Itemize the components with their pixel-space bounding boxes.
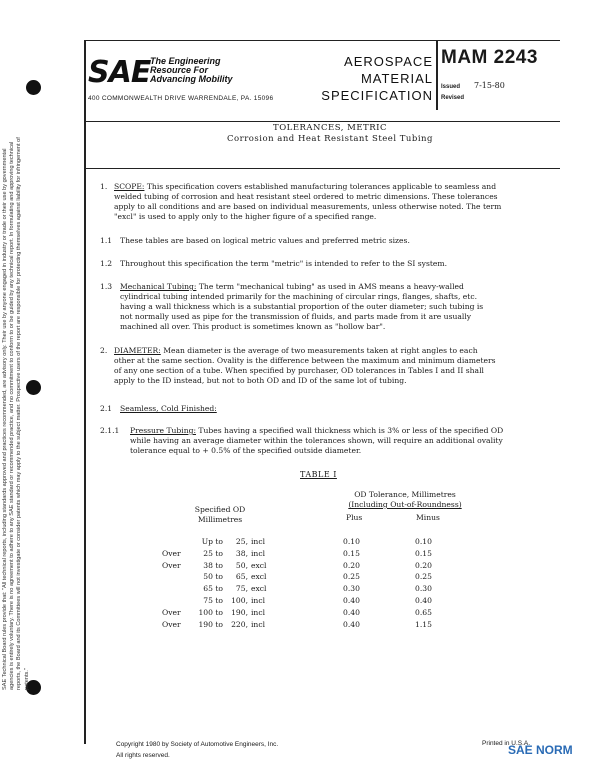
section-number: 1.1 <box>100 236 113 245</box>
section-number: 2.1.1 <box>100 426 120 435</box>
section-heading: DIAMETER: <box>114 346 161 355</box>
table-cell-prefix: Over <box>162 560 181 570</box>
spec-title <box>300 53 433 104</box>
text-line: apply to the ID instead, but not to both OD and ID of the same lot of tubing. <box>114 376 407 385</box>
table-cell-plus: 0.40 <box>343 607 360 617</box>
section-number: 1.3 <box>100 282 113 291</box>
address: 400 COMMONWEALTH DRIVE WARRENDALE, PA. 15096 <box>88 95 274 102</box>
table-cell-qual: incl <box>251 619 266 629</box>
table-cell-minus: 0.15 <box>415 548 432 558</box>
text-line: machined all over. This product is sometimes known as "hollow bar". <box>120 322 386 331</box>
table-cell-qual: incl <box>251 537 266 546</box>
rights: All rights reserved. <box>116 752 170 759</box>
title-divider <box>84 168 560 169</box>
table-cell-plus: 0.40 <box>343 619 360 629</box>
table-cell-qual: excl <box>251 584 267 594</box>
text-line: cylindrical tubing intended primarily for the machining of circular rings, flanges, shafts, etc. <box>120 292 477 301</box>
section-scope <box>114 182 554 222</box>
tagline-line: Advancing Mobility <box>150 74 233 84</box>
tagline-line: The Engineering <box>150 56 221 66</box>
section-number: 2.1 <box>100 404 113 413</box>
table-cell-minus: 1.15 <box>415 619 432 629</box>
printed-in: Printed in U.S.A. <box>482 740 531 747</box>
text-line: apply to all conditions and are based on individual measurements, unless otherwise noted. The term <box>114 202 502 211</box>
section-2-1-1 <box>130 426 560 456</box>
section-heading: SCOPE: <box>114 182 145 191</box>
plus-header: Plus <box>346 513 363 522</box>
section-heading: Mechanical Tubing: <box>120 282 197 291</box>
spec-number: MAM 2243 <box>441 47 538 68</box>
table-cell-minus: 0.10 <box>415 537 432 546</box>
text-line: of any one section of a tube. When specified by purchaser, OD tolerances in Tables I and II shall <box>114 366 484 375</box>
table-cell-minus: 0.30 <box>415 584 432 594</box>
table-cell-to: 50, <box>235 560 248 570</box>
table-cell-qual: incl <box>251 548 266 558</box>
sae-norm-watermark: SAE NORM <box>508 743 573 757</box>
table-cell-qual: excl <box>251 572 267 582</box>
spec-title-line: MATERIAL <box>360 71 433 86</box>
title-line: TOLERANCES, METRIC <box>273 123 387 133</box>
table-cell-from: 38 to <box>203 560 223 570</box>
minus-header: Minus <box>416 513 440 522</box>
table-cell-plus: 0.30 <box>343 584 360 594</box>
table-left-header <box>180 505 260 525</box>
table-cell-prefix: Over <box>162 607 181 617</box>
table-cell-qual: excl <box>251 560 267 570</box>
section-2-1-heading: Seamless, Cold Finished: <box>120 404 217 413</box>
text-line: Tubes having a specified wall thickness which is 3% or less of the specified OD <box>196 426 504 435</box>
table-cell-qual: incl <box>251 596 266 605</box>
section-1-2: Throughout this specification the term "metric" is intended to refer to the SI system. <box>120 259 448 268</box>
text-line: The term "mechanical tubing" as used in AMS means a heavy-walled <box>196 282 464 291</box>
spec-title-line: AEROSPACE <box>344 54 433 69</box>
section-number: 2. <box>100 346 108 355</box>
table-cell-minus: 0.40 <box>415 596 432 605</box>
section-1-3 <box>120 282 555 332</box>
table-cell-from: 65 to <box>203 584 223 594</box>
table-cell-to: 38, <box>235 548 248 558</box>
table-cell-plus: 0.15 <box>343 548 360 558</box>
spec-title-line: SPECIFICATION <box>321 88 433 103</box>
text-line: tolerance equal to + 0.5% of the specified outside diameter. <box>130 446 362 455</box>
header-line: Specified OD <box>194 505 246 514</box>
document-title <box>200 123 460 145</box>
section-1-1: These tables are based on logical metric values and preferred metric sizes. <box>120 236 410 245</box>
section-number: 1.2 <box>100 259 113 268</box>
header-line: OD Tolerance, Millimetres <box>354 490 456 499</box>
table-cell-plus: 0.10 <box>343 537 360 546</box>
left-margin-rule <box>84 40 86 744</box>
section-diameter <box>114 346 554 386</box>
table-cell-minus: 0.20 <box>415 560 432 570</box>
text-line: welded tubing of corrosion and heat resistant steel ordered to metric dimensions. These tolerances <box>114 192 498 201</box>
punch-hole-top <box>26 80 41 95</box>
table-cell-from: 100 to <box>198 607 223 617</box>
section-number: 1. <box>100 182 108 191</box>
text-line: "excl" is used to apply only to the higher figure of a specified range. <box>114 212 377 221</box>
table-cell-to: 190, <box>231 607 248 617</box>
table-cell-from: Up to <box>201 537 223 546</box>
table-cell-plus: 0.40 <box>343 596 360 605</box>
table-cell-minus: 0.25 <box>415 572 432 582</box>
header-line: Millimetres <box>197 515 243 524</box>
tagline <box>150 57 233 84</box>
table-cell-to: 65, <box>235 572 248 582</box>
table-cell-prefix: Over <box>162 548 181 558</box>
table-cell-plus: 0.20 <box>343 560 360 570</box>
text-line: having a wall thickness which is a substantial proportion of the outer diameter; such tubing is <box>120 302 484 311</box>
sae-logo: SAE <box>88 55 151 90</box>
section-heading: Pressure Tubing: <box>130 426 197 435</box>
table-cell-from: 75 to <box>203 596 223 605</box>
table-title: TABLE I <box>300 470 337 479</box>
table-cell-to: 100, <box>231 596 248 605</box>
table-cell-from: 50 to <box>203 572 223 582</box>
revised-label: Revised <box>441 95 465 101</box>
table-cell-from: 190 to <box>198 619 223 629</box>
issued-label: Issued <box>441 84 461 90</box>
table-group-header <box>330 490 480 510</box>
table-cell-qual: incl <box>251 607 266 617</box>
table-cell-prefix: Over <box>162 619 181 629</box>
issued-date: 7-15-80 <box>474 81 505 90</box>
subtitle-line: Corrosion and Heat Resistant Steel Tubing <box>227 134 433 144</box>
table-cell-to: 75, <box>235 584 248 594</box>
table-cell-from: 25 to <box>203 548 223 558</box>
text-line: while having an average diameter within the tolerances shown, will require an additional ovality <box>130 436 503 445</box>
header-line: (Including Out-of-Roundness) <box>348 500 462 509</box>
text-line: This specification covers established manufacturing tolerances applicable to seamless and <box>144 182 497 191</box>
text-line: other at the same section. Ovality is the difference between the maximum and minimum diameters <box>114 356 496 365</box>
header-divider <box>436 40 438 110</box>
side-notice: SAE Technical Board rules provide that: "All technical reports, including standards approved and practices recommended, are advisory only. Their use by anyone engaged in industry or trade or their use by governmental agencies is entirely voluntary. There is no agreement to adhere to any SAE standard or recommended practice, and no commitment to conform to or be guided by any technical report. In formulating and approving technical reports, the Board and its Committees will not investigate or consider patents which may apply to the subject matter. Prospective users of the report are responsible for protecting themselves against liability for infringement of patents." <box>2 137 30 690</box>
tagline-line: Resource For <box>150 65 209 75</box>
text-line: Mean diameter is the average of two measurements taken at right angles to each <box>160 346 478 355</box>
table-cell-to: 220, <box>231 619 248 629</box>
copyright: Copyright 1980 by Society of Automotive Engineers, Inc. <box>116 741 279 748</box>
table-cell-minus: 0.65 <box>415 607 432 617</box>
table-cell-to: 25, <box>235 537 248 546</box>
text-line: not normally used as pipe for the transmission of fluids, and parts made from it are usually <box>120 312 472 321</box>
table-cell-plus: 0.25 <box>343 572 360 582</box>
